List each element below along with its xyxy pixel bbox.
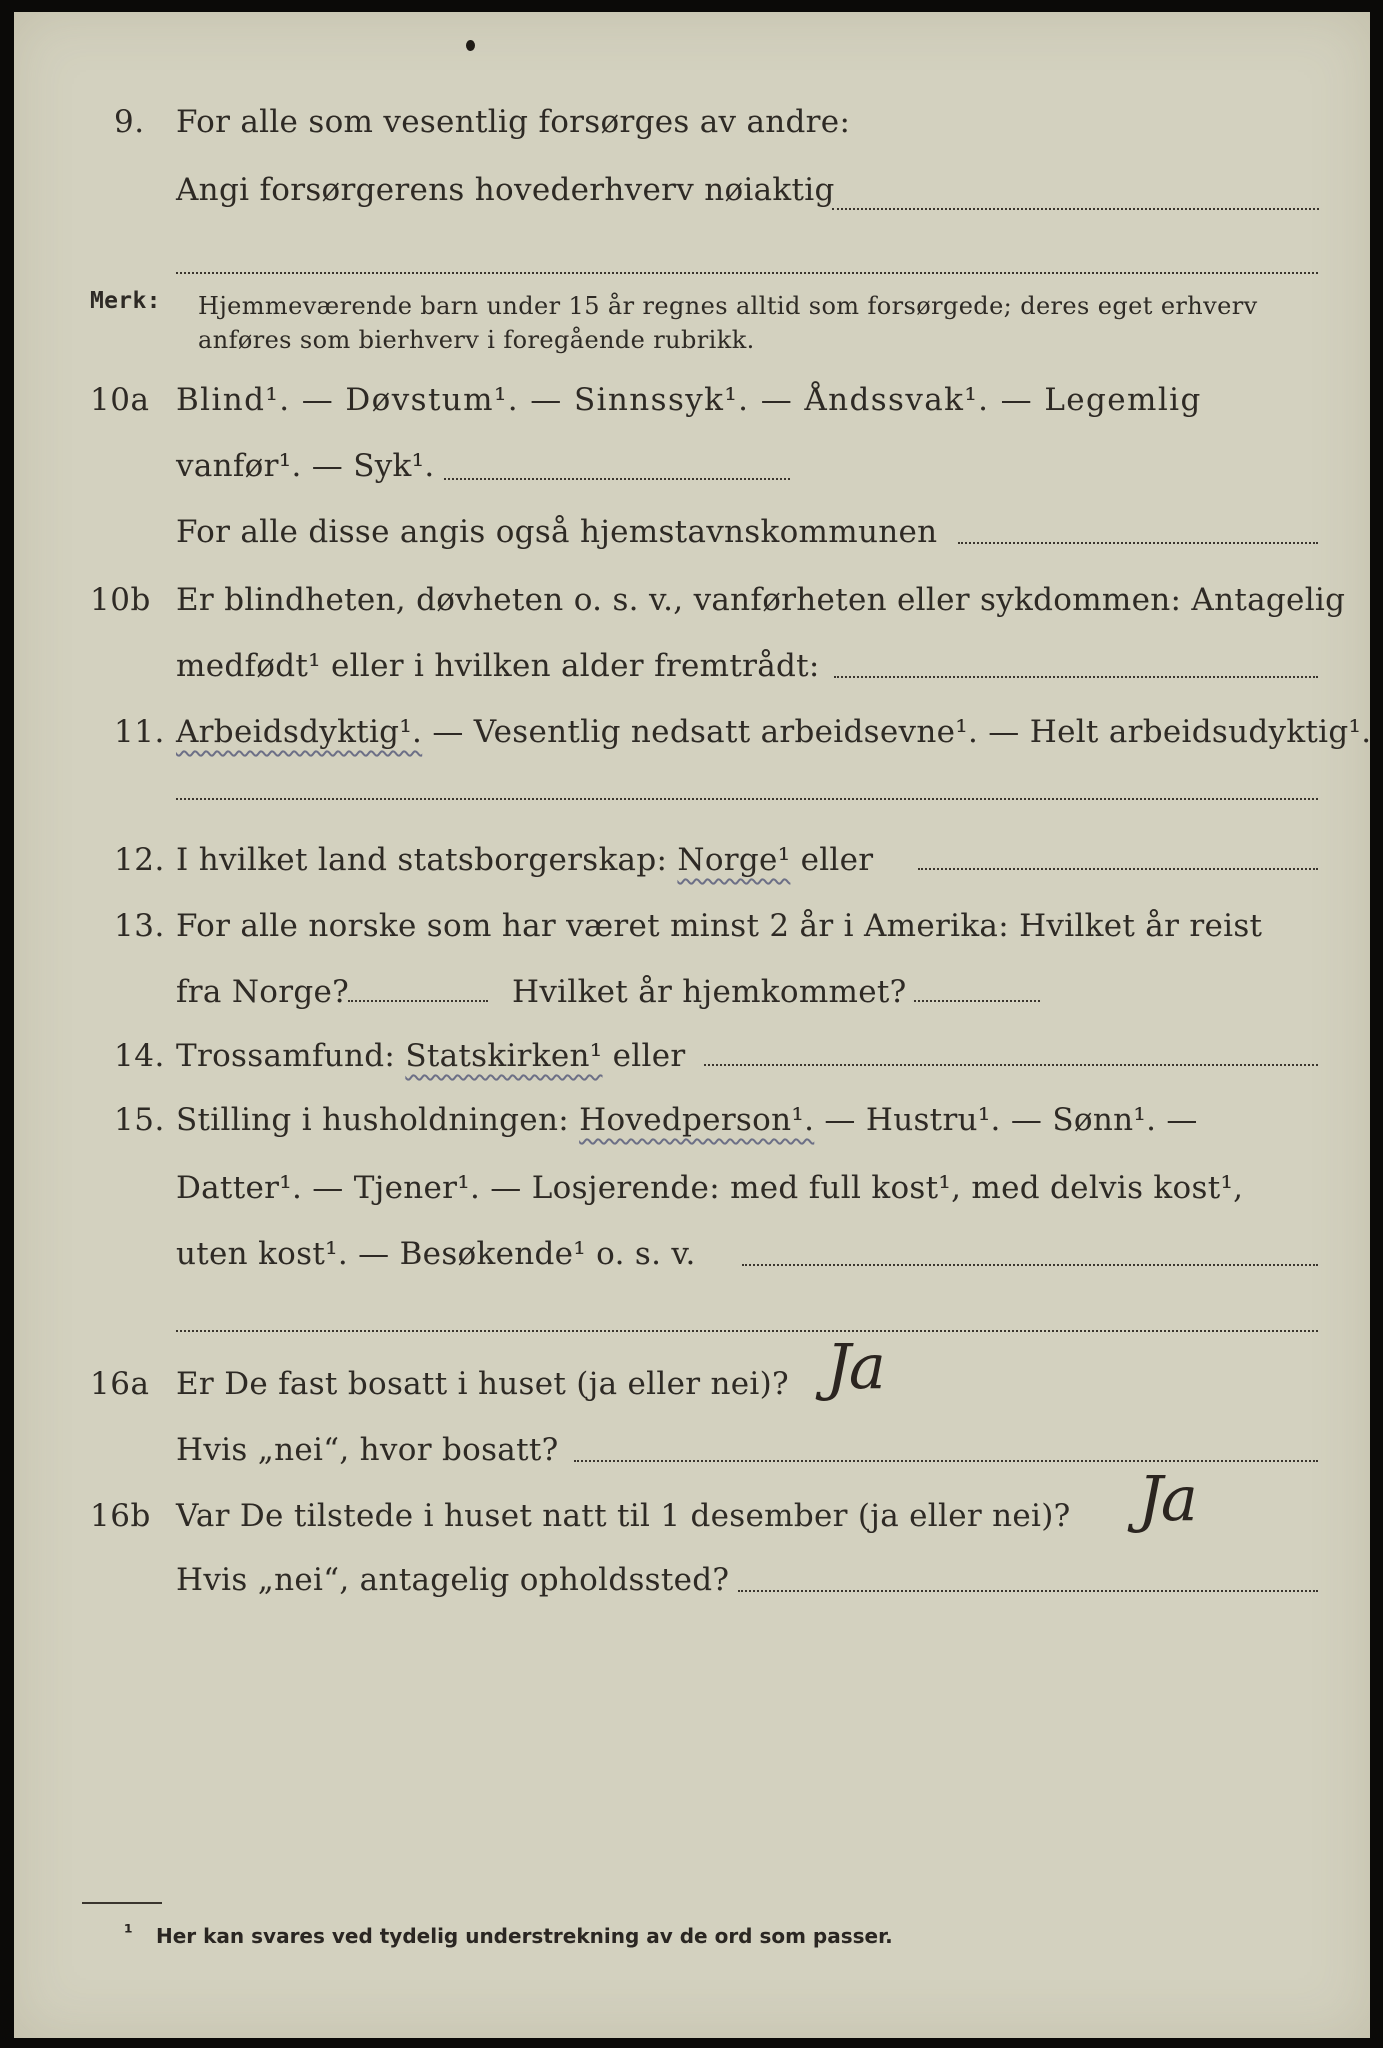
q10a-line1: Blind¹. — Døvstum¹. — Sinnssyk¹. — Åndssvak¹. — Legemlig [176, 382, 1202, 418]
q15-line3: uten kost¹. — Besøkende¹ o. s. v. [176, 1236, 696, 1272]
q15-selected-option: Hovedperson¹. [579, 1102, 815, 1138]
q10b-line2: medfødt¹ eller i hvilken alder fremtrådt: [176, 648, 820, 684]
q11-line [176, 714, 1371, 750]
q9-line1: For alle som vesentlig forsørges av andre: [176, 104, 851, 140]
q14-line [176, 1038, 686, 1074]
merk-label: Merk: [90, 288, 161, 314]
ink-speck [466, 40, 475, 51]
q16b-answer-line [738, 1590, 1318, 1592]
q10a-syk-line [444, 478, 790, 480]
q10a-line2: vanfør¹. — Syk¹. [176, 448, 435, 484]
q15-question: Stilling i husholdningen: [176, 1102, 580, 1138]
q11-selected-option: Arbeidsdyktig¹. [176, 714, 423, 750]
q14-answer-line [704, 1064, 1318, 1066]
merk-line1: Hjemmeværende barn under 15 år regnes alltid som forsørgede; deres eget erhverv [198, 292, 1258, 320]
q16a-line1: Er De fast bosatt i huset (ja eller nei)? [176, 1366, 789, 1402]
q16a-handwritten-answer: Ja [826, 1330, 884, 1403]
q10b-number: 10b [90, 582, 151, 618]
footnote-rule [82, 1902, 162, 1904]
q10a-number: 10a [90, 382, 150, 418]
q15-answer-line [742, 1264, 1318, 1266]
q12-number: 12. [114, 842, 165, 878]
q9-number: 9. [114, 104, 145, 140]
q10b-answer-line [834, 676, 1318, 678]
q12-eller: eller [790, 842, 874, 878]
q16b-handwritten-answer: Ja [1138, 1462, 1196, 1535]
q12-answer-line [918, 868, 1318, 870]
q14-eller: eller [602, 1038, 686, 1074]
q13-hjemkommet-line [914, 1000, 1040, 1002]
q10b-line1: Er blindheten, døvheten o. s. v., vanførheten eller sykdommen: Antagelig [176, 582, 1346, 618]
q13-reist-line [348, 1000, 488, 1002]
q12-line [176, 842, 873, 878]
q9-answer-line [832, 208, 1319, 210]
q15-other-options: — Hustru¹. — Sønn¹. — [814, 1102, 1198, 1138]
q12-selected-option: Norge¹ [677, 842, 791, 878]
census-form-page [14, 12, 1370, 2038]
q15-line1 [176, 1102, 1198, 1138]
merk-line2: anføres som bierhverv i foregående rubrikk. [198, 326, 755, 354]
q16b-number: 16b [90, 1498, 151, 1534]
q14-number: 14. [114, 1038, 165, 1074]
q14-question: Trossamfund: [176, 1038, 406, 1074]
q13-number: 13. [114, 908, 165, 944]
q15-answer-line-2 [176, 1330, 1318, 1332]
q15-line2: Datter¹. — Tjener¹. — Losjerende: med full kost¹, med delvis kost¹, [176, 1170, 1244, 1206]
q9-line2: Angi forsørgerens hovederhverv nøiaktig [176, 172, 835, 208]
q12-question: I hvilket land statsborgerskap: [176, 842, 678, 878]
q10a-line3: For alle disse angis også hjemstavnskommunen [176, 514, 938, 550]
q11-other-options: — Vesentlig nedsatt arbeidsevne¹. — Helt arbeidsudyktig¹. [422, 714, 1372, 750]
q11-number: 11. [114, 714, 165, 750]
q16a-number: 16a [90, 1366, 150, 1402]
q10a-kommune-line [958, 542, 1318, 544]
q14-selected-option: Statskirken¹ [405, 1038, 603, 1074]
footnote-text: Her kan svares ved tydelig understrekning av de ord som passer. [156, 1924, 893, 1948]
q11-answer-line [176, 798, 1318, 800]
q13-line1: For alle norske som har været minst 2 år i Amerika: Hvilket år reist [176, 908, 1263, 944]
q16b-line2: Hvis „nei“, antagelig opholdssted? [176, 1562, 730, 1598]
q9-answer-line-2 [176, 272, 1318, 274]
q15-number: 15. [114, 1102, 165, 1138]
q16b-line1: Var De tilstede i huset natt til 1 desember (ja eller nei)? [176, 1498, 1071, 1534]
footnote-mark: ¹ [124, 1920, 133, 1944]
q13-line2a: fra Norge? [176, 974, 350, 1010]
q13-line2b: Hvilket år hjemkommet? [512, 974, 907, 1010]
q16a-line2: Hvis „nei“, hvor bosatt? [176, 1432, 559, 1468]
q16a-answer-line [574, 1460, 1318, 1462]
